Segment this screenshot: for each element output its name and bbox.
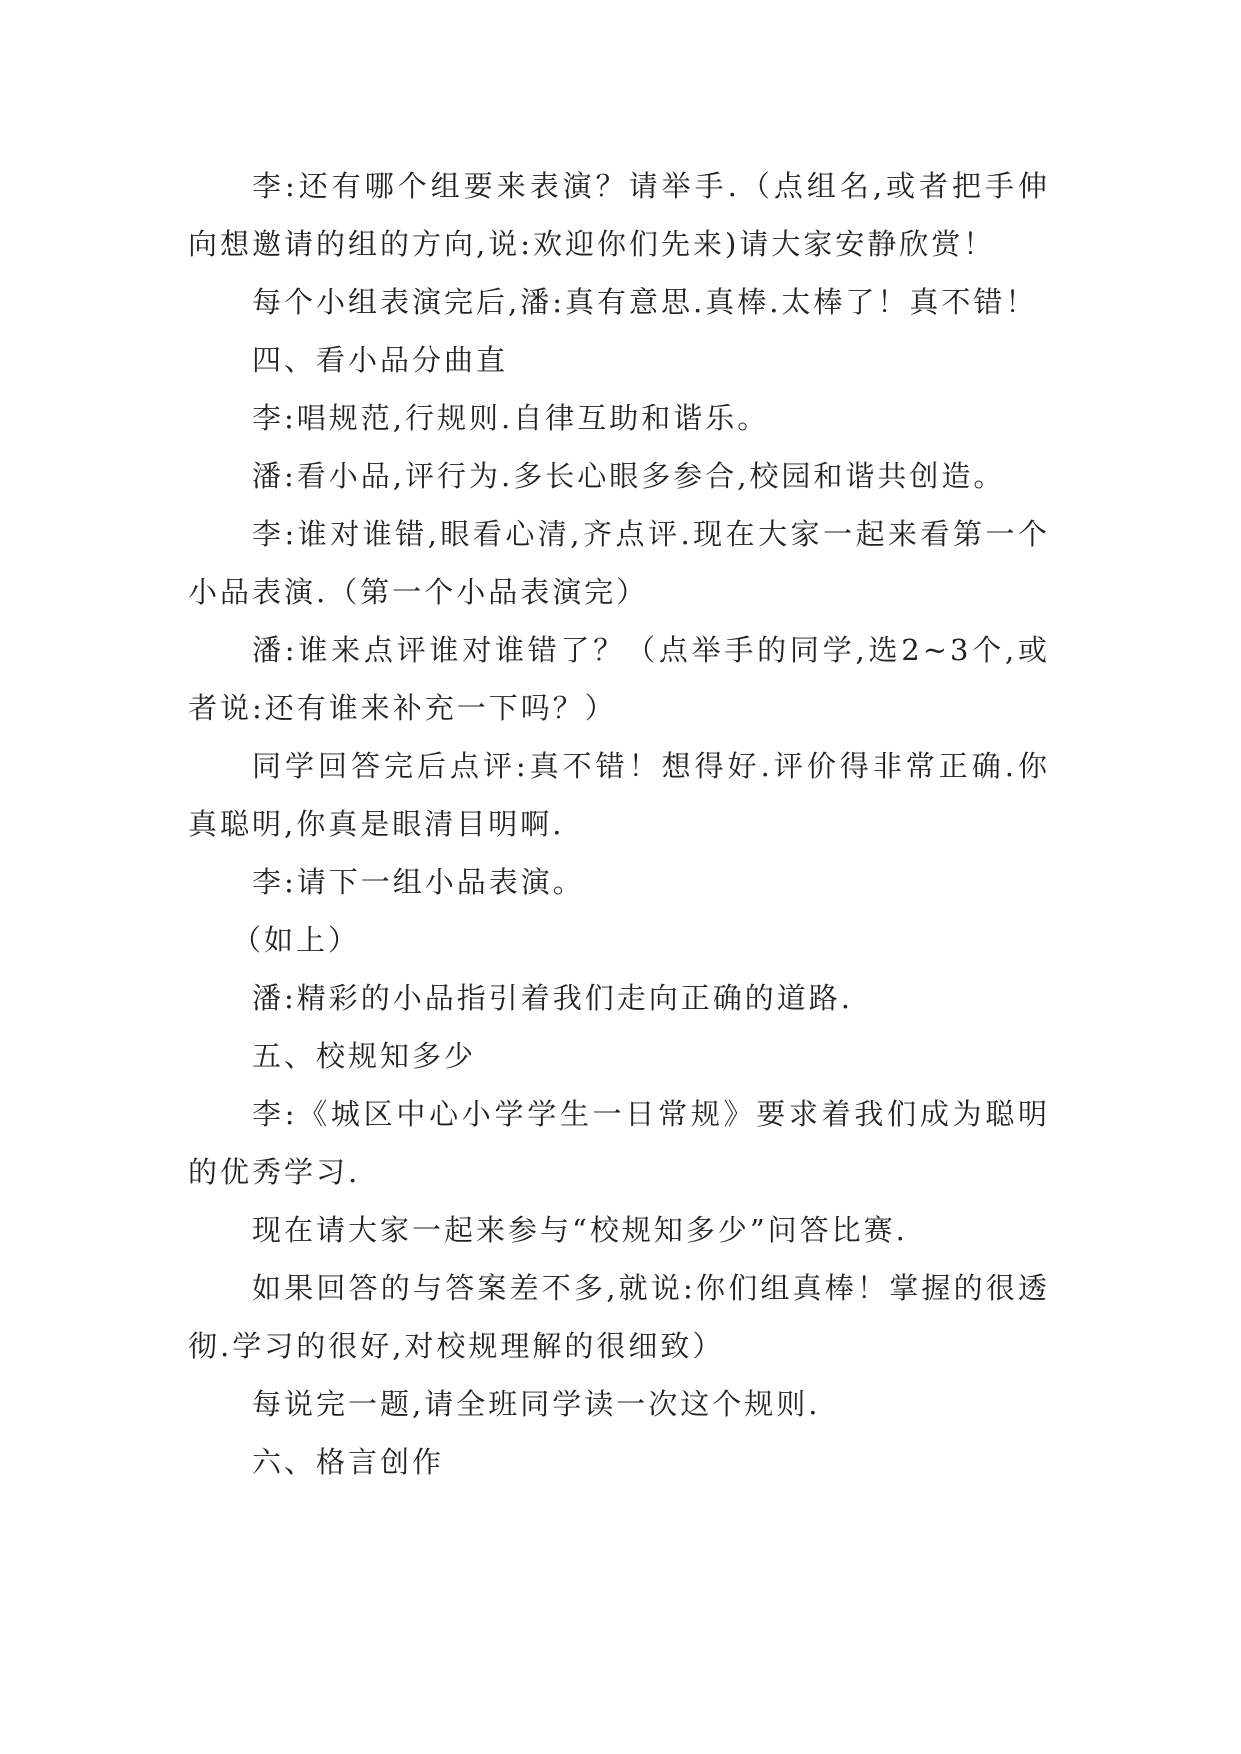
paragraph-2: 每个小组表演完后,潘:真有意思.真棒.太棒了！真不错！ <box>252 285 1038 319</box>
section-heading-4: 四、看小品分曲直 <box>252 343 509 377</box>
paragraph-1: 李:还有哪个组要来表演？请举手.（点组名,或者把手伸向想邀请的组的方向,说:欢迎你们先来)请大家安静欣赏！ <box>188 169 1050 261</box>
paragraph-12: 现在请大家一起来参与“校规知多少”问答比赛. <box>252 1213 908 1247</box>
paragraph-10: 潘:精彩的小品指引着我们走向正确的道路. <box>252 981 853 1015</box>
paragraph-11: 李:《城区中心小学学生一日常规》要求着我们成为聪明的优秀学习. <box>188 1097 1050 1189</box>
paragraph-8: 李:请下一组小品表演。 <box>252 865 585 899</box>
paragraph-5: 李:谁对谁错,眼看心清,齐点评.现在大家一起来看第一个小品表演.（第一个小品表演完） <box>188 517 1050 609</box>
paragraph-7: 同学回答完后点评:真不错！想得好.评价得非常正确.你真聪明,你真是眼清目明啊. <box>188 749 1050 841</box>
paragraph-3: 李:唱规范,行规则.自律互助和谐乐。 <box>252 401 770 435</box>
paragraph-4: 潘:看小品,评行为.多长心眼多参合,校园和谐共创造。 <box>252 459 1006 493</box>
document-body <box>188 157 1050 1491</box>
section-heading-5: 五、校规知多少 <box>252 1039 477 1073</box>
paragraph-9: （如上） <box>232 923 361 957</box>
section-heading-6: 六、格言创作 <box>252 1445 445 1479</box>
paragraph-6: 潘:谁来点评谁对谁错了？（点举手的同学,选2~3个,或者说:还有谁来补充一下吗？） <box>188 633 1050 725</box>
paragraph-13: 如果回答的与答案差不多,就说:你们组真棒！掌握的很透彻.学习的很好,对校规理解的很细致） <box>188 1271 1050 1363</box>
paragraph-14: 每说完一题,请全班同学读一次这个规则. <box>252 1387 821 1421</box>
